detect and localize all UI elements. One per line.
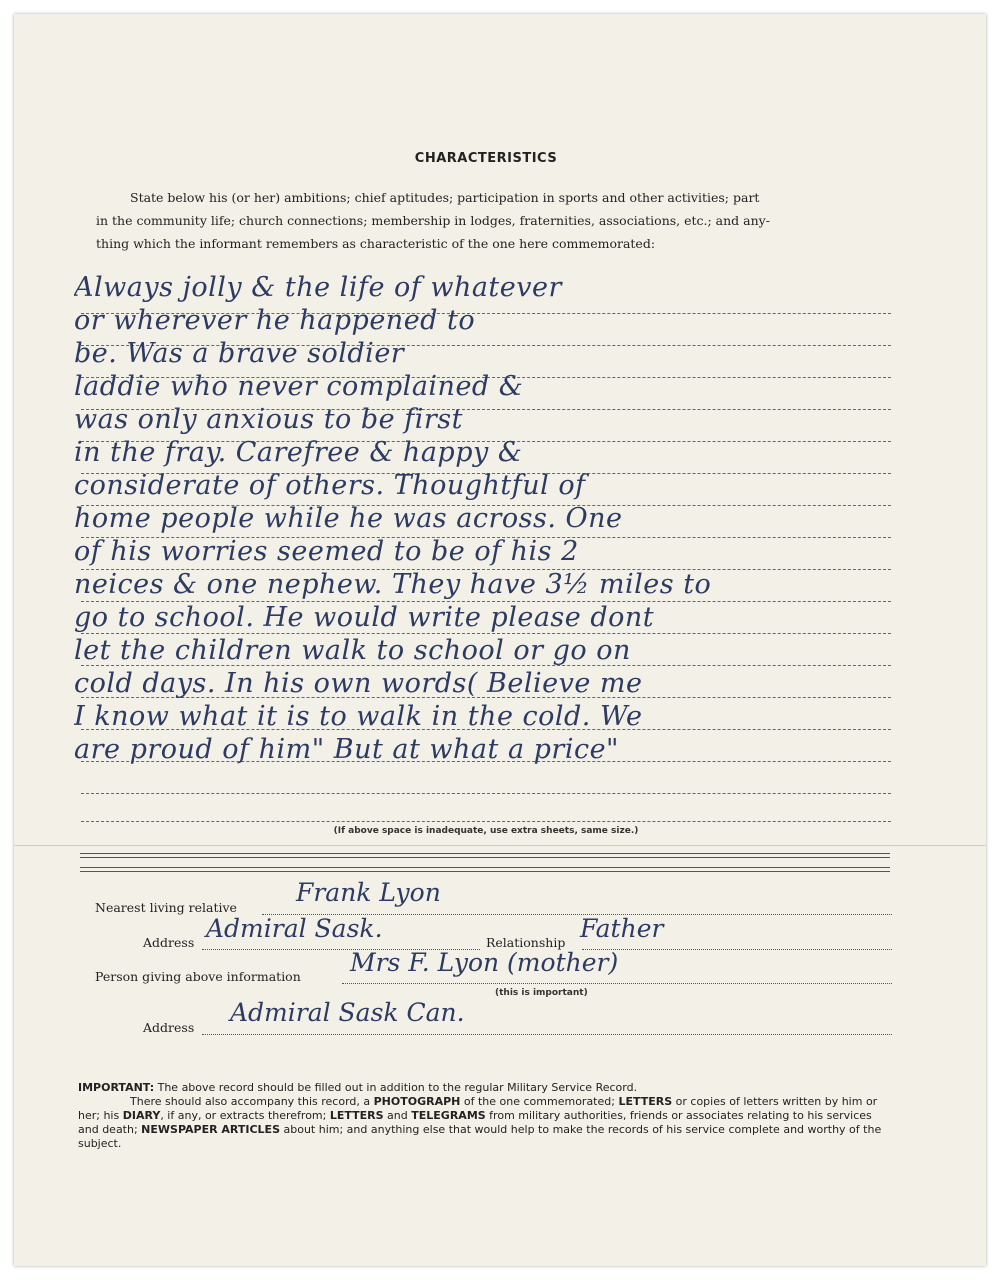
address-value: Admiral Sask.: [206, 914, 383, 943]
handwritten-line: was only anxious to be first: [74, 404, 463, 435]
handwritten-line: I know what it is to walk in the cold. We: [74, 701, 643, 732]
address2-label: Address: [143, 1020, 195, 1035]
handwritten-line: or wherever he happened to: [74, 305, 476, 336]
paper-fold-line: [14, 845, 986, 846]
handwritten-line: considerate of others. Thoughtful of: [74, 470, 586, 501]
handwritten-line: neices & one nephew. They have 3½ miles to: [74, 569, 712, 600]
important-body: There should also accompany this record, a PHOTOGRAPH of the one commemorated; LETTERS or copies of letters written by him or her; his DIARY, if any, or extracts therefrom; LETTERS and TELEGRAMS from military authorities, friends or associates relating to his services and death; NEWSPAPER ARTICLES about him; and anything else that would help to make the records of his service complete and worthy of the subject.: [78, 1095, 882, 1150]
address-label: Address: [143, 935, 195, 950]
double-rule: [80, 853, 890, 858]
double-rule: [80, 867, 890, 872]
nearest-relative-label: Nearest living relative: [95, 900, 237, 915]
important-line1: The above record should be filled out in addition to the regular Military Service Record.: [157, 1081, 638, 1094]
informant-line: [342, 983, 892, 984]
space-inadequate-note: (If above space is inadequate, use extra sheets, same size.): [333, 826, 639, 836]
relationship-line: [582, 949, 892, 950]
handwritten-line: in the fray. Carefree & happy &: [74, 437, 523, 468]
important-heading: IMPORTANT:: [78, 1081, 155, 1094]
instructions-line: State below his (or her) ambitions; chief aptitudes; participation in sports and other activities; part: [130, 190, 760, 205]
ruled-line: [81, 793, 891, 794]
handwritten-line: go to school. He would write please dont: [74, 602, 655, 633]
nearest-relative-value: Frank Lyon: [296, 878, 441, 907]
important-paragraph: [78, 1081, 894, 1151]
relationship-value: Father: [580, 914, 664, 943]
handwritten-line: be. Was a brave soldier: [74, 338, 405, 369]
informant-value: Mrs F. Lyon (mother): [350, 948, 619, 977]
handwritten-line: laddie who never complained &: [74, 371, 524, 402]
instructions-paragraph: [96, 186, 866, 255]
ruled-line: [81, 633, 891, 634]
relationship-label: Relationship: [486, 935, 566, 950]
important-note: (this is important): [495, 988, 588, 998]
instructions-line: in the community life; church connections; membership in lodges, fraternities, associations, etc.; and any-: [96, 213, 770, 228]
handwritten-line: cold days. In his own words( Believe me: [74, 668, 643, 699]
handwritten-line: home people while he was across. One: [74, 503, 623, 534]
address2-line: [202, 1034, 892, 1035]
instructions-line: thing which the informant remembers as characteristic of the one here commemorated:: [96, 236, 656, 251]
handwritten-line: let the children walk to school or go on: [74, 635, 631, 666]
informant-label: Person giving above information: [95, 969, 301, 984]
address2-value: Admiral Sask Can.: [230, 998, 465, 1027]
handwritten-line: are proud of him" But at what a price": [74, 734, 619, 765]
ruled-line: [81, 821, 891, 822]
page-title: CHARACTERISTICS: [414, 151, 558, 166]
handwritten-line: Always jolly & the life of whatever: [74, 272, 562, 303]
handwritten-line: of his worries seemed to be of his 2: [74, 536, 579, 567]
